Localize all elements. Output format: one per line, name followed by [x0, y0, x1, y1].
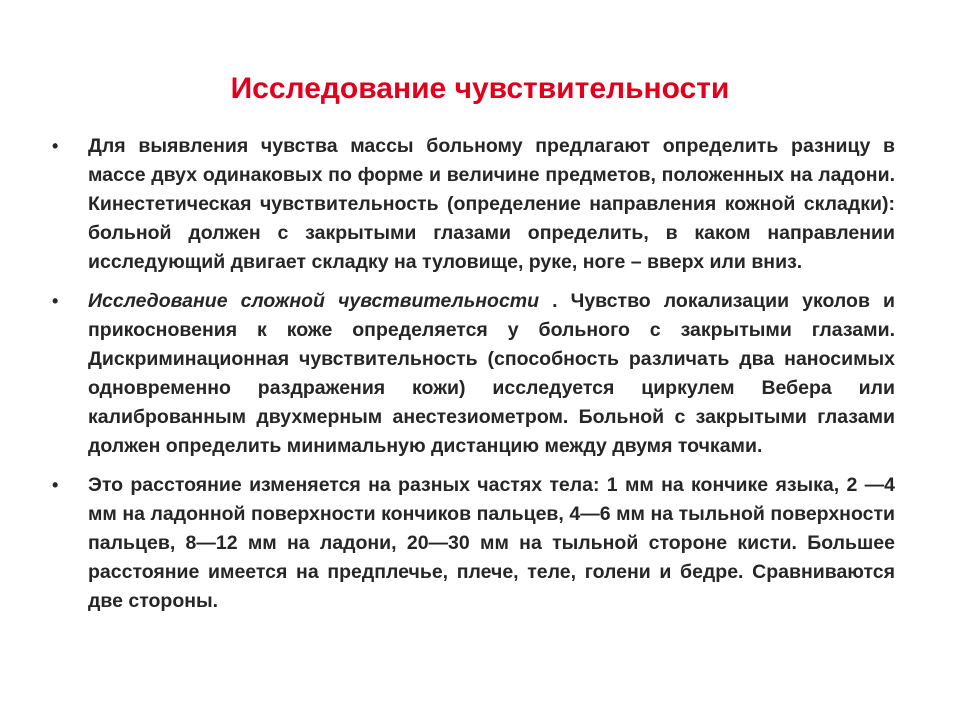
bullet-item-3: [52, 471, 895, 616]
bullet-icon: •: [52, 136, 59, 156]
bullet-item-1: [52, 132, 895, 277]
slide-title: Исследование чувствительности: [230, 72, 730, 105]
bullet-item-2: [52, 287, 895, 461]
bullet-text: Это расстояние изменяется на разных частях тела: 1 мм на кончике языка, 2 —4 мм на ладонной поверхности кончиков пальцев, 4—6 мм на тыльной поверхности пальцев, 8—12 мм на ладони, 20—30 мм на тыльной стороне кисти. Большее расстояние имеется на предплечье, плече, теле, голени и бедре. Сравниваются две стороны.: [88, 474, 895, 612]
bullet-icon: •: [52, 291, 59, 311]
bullet-icon: •: [52, 475, 59, 495]
bullet-text: . Чувство локализации уколов и прикосновения к коже определяется у больного с закрытыми глазами. Дискриминационная чувствительность (способность различать два наносимых одновременно раздражения кожи) исследуется циркулем Вебера или калиброванным двухмерным анестезиометром. Больной с закрытыми глазами должен определить минимальную дистанцию между двумя точками.: [88, 290, 895, 457]
bullet-italic-lead: Исследование сложной чувствительности: [88, 290, 540, 312]
bullet-text: Для выявления чувства массы больному предлагают определить разницу в массе двух одинаковых по форме и величине предметов, положенных на ладони. Кинестетическая чувствительность (определение направления кожной складки): больной должен с закрытыми глазами определить, в каком направлении исследующий двигает складку на туловище, руке, ноге – вверх или вниз.: [88, 135, 895, 273]
bullet-list: [52, 132, 895, 626]
